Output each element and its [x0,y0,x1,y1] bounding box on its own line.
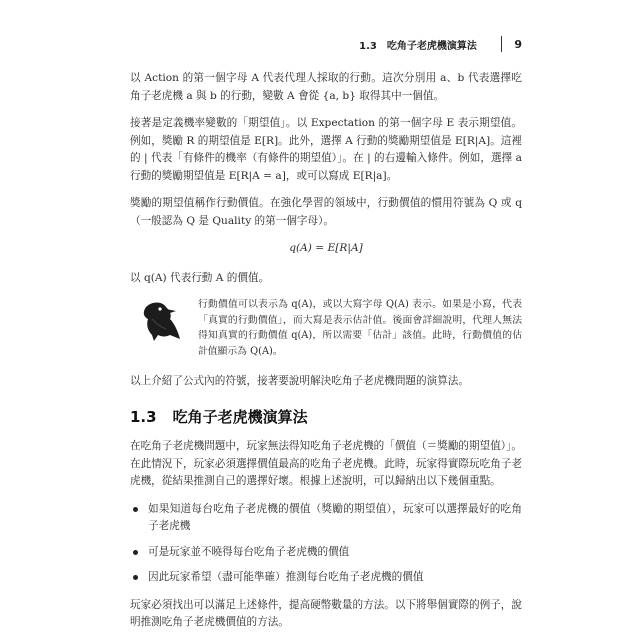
section-heading [130,409,522,427]
list-item: 如果知道每台吃角子老虎機的價值（獎勵的期望值），玩家可以選擇最好的吃角子老虎機 [130,501,522,536]
bullet-icon [133,550,138,555]
running-header [359,36,522,52]
page-body [130,70,522,642]
paragraph-conclusion: 玩家必須找出可以滿足上述條件，提高硬幣數量的方法。以下將舉個實際的例子，說明推測吃角子老虎機價值的方法。 [130,598,522,628]
list-item: 因此玩家希望（盡可能準確）推測每台吃角子老虎機的價值 [130,569,522,587]
header-divider [501,36,503,52]
bullet-icon [133,575,138,580]
paragraph-action-notation: 以 Action 的第一個字母 A 代表代理人採取的行動。這次分別用 a、b 代表選擇吃角子老虎機 a 與 b 的行動，變數 A 會從 {a, b} 取得其中一個值。 [130,72,522,102]
section-number: 1.3 [130,407,157,426]
paragraph-expectation: 接著是定義機率變數的「期望值」。以 Expectation 的第一個字母 E 表示期望值。例如，獎勵 R 的期望值是 E[R]。此外，選擇 A 行動的獎勵期望值是 E[R|A]。這裡的 | 代表「有條件的機率（有條件的期望值）」。在 | 的右邊輸入條件。例如，選擇 a 行動的獎勵期望值是 E[R|A = a]，或可以寫成 E[R|a]。 [130,117,522,182]
paragraph-bandit-intro: 在吃角子老虎機問題中，玩家無法得知吃角子老虎機的「價值（＝獎勵的期望值）」。在此情況下，玩家必須選擇價值最高的吃角子老虎機。此時，玩家得實際玩吃角子老虎機，從結果推測自己的選擇好壞。根據上述說明，可以歸納出以下幾個重點。 [130,440,522,487]
header-section-title: 1.3 吃角子老虎機演算法 [359,40,477,52]
page-number: 9 [514,37,522,51]
bullet-list [130,501,522,587]
paragraph-transition: 以上介紹了公式內的符號，接著要說明解決吃角子老虎機問題的演算法。 [130,375,469,387]
bullet-icon [133,507,138,512]
crow-icon [136,297,184,345]
paragraph-q-definition: 以 q(A) 代表行動 A 的價值。 [130,271,270,284]
list-item: 可是玩家並不曉得每台吃角子老虎機的價值 [130,544,522,562]
paragraph-action-value: 獎勵的期望值稱作行動價值。在強化學習的領域中，行動價值的慣用符號為 Q 或 q（一般認為 Q 是 Quality 的第一個字母）。 [130,197,522,227]
note-box [136,297,522,359]
section-title: 吃角子老虎機演算法 [172,407,308,426]
equation-action-value: q(A) = E[R|A] [289,242,363,254]
note-text: 行動價值可以表示為 q(A)，或以大寫字母 Q(A) 表示。如果是小寫，代表「真實的行動價值」，而大寫是表示估計值。後面會詳細說明，代理人無法得知真實的行動價值 q(A)，所以需要「估計」該值。此時，行動價值的估計值顯示為 Q(A)。 [198,299,522,357]
